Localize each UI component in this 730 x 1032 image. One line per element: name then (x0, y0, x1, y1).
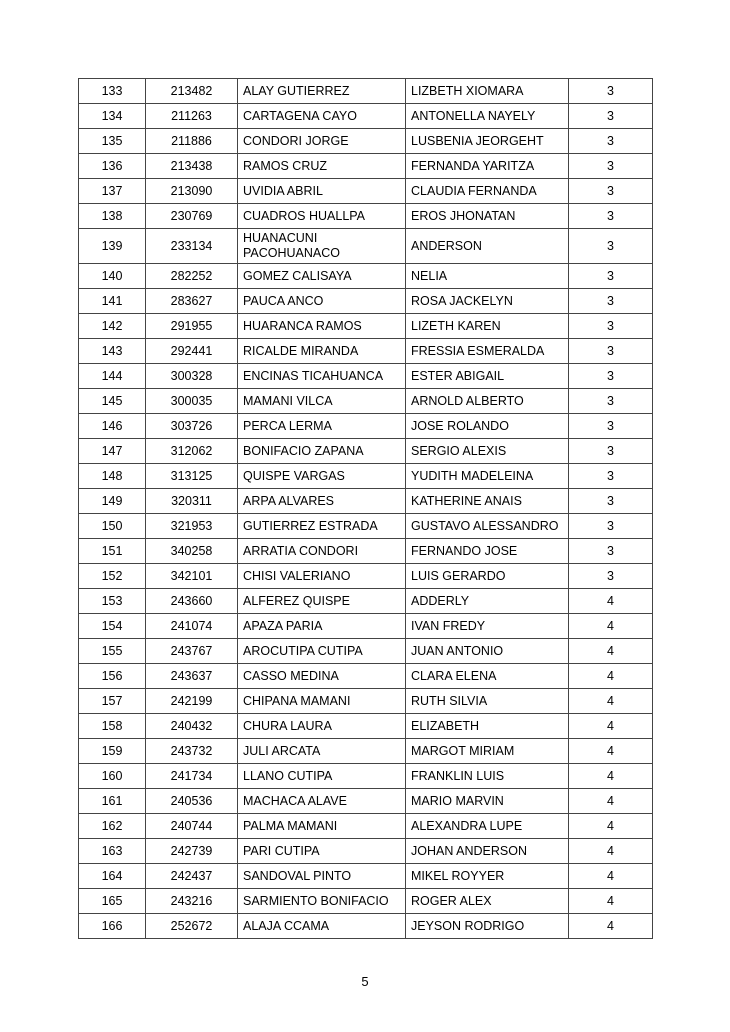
code-cell: 243216 (146, 889, 238, 914)
table-row (79, 864, 653, 889)
surname-cell: JULI ARCATA (238, 739, 406, 764)
row-number-cell: 141 (79, 289, 146, 314)
given-name-cell: FRESSIA ESMERALDA (406, 339, 569, 364)
table-row (79, 914, 653, 939)
grade-cell: 3 (569, 264, 653, 289)
table-row (79, 564, 653, 589)
row-number-cell: 154 (79, 614, 146, 639)
surname-cell: BONIFACIO ZAPANA (238, 439, 406, 464)
row-number-cell: 159 (79, 739, 146, 764)
grade-cell: 3 (569, 129, 653, 154)
row-number-cell: 150 (79, 514, 146, 539)
surname-cell: GOMEZ CALISAYA (238, 264, 406, 289)
row-number-cell: 146 (79, 414, 146, 439)
row-number-cell: 166 (79, 914, 146, 939)
row-number-cell: 149 (79, 489, 146, 514)
table-row (79, 289, 653, 314)
code-cell: 242437 (146, 864, 238, 889)
surname-cell: PERCA LERMA (238, 414, 406, 439)
surname-cell: ENCINAS TICAHUANCA (238, 364, 406, 389)
code-cell: 282252 (146, 264, 238, 289)
row-number-cell: 162 (79, 814, 146, 839)
grade-cell: 4 (569, 889, 653, 914)
grade-cell: 4 (569, 914, 653, 939)
row-number-cell: 155 (79, 639, 146, 664)
given-name-cell: MIKEL ROYYER (406, 864, 569, 889)
code-cell: 211263 (146, 104, 238, 129)
surname-cell: CARTAGENA CAYO (238, 104, 406, 129)
table-row (79, 229, 653, 264)
grade-cell: 4 (569, 864, 653, 889)
given-name-cell: EROS JHONATAN (406, 204, 569, 229)
surname-cell: LLANO CUTIPA (238, 764, 406, 789)
code-cell: 241734 (146, 764, 238, 789)
given-name-cell: JOHAN ANDERSON (406, 839, 569, 864)
code-cell: 291955 (146, 314, 238, 339)
row-number-cell: 133 (79, 79, 146, 104)
table-row (79, 889, 653, 914)
row-number-cell: 158 (79, 714, 146, 739)
surname-cell: SANDOVAL PINTO (238, 864, 406, 889)
surname-cell: PAUCA ANCO (238, 289, 406, 314)
row-number-cell: 165 (79, 889, 146, 914)
grade-cell: 3 (569, 204, 653, 229)
given-name-cell: LIZBETH XIOMARA (406, 79, 569, 104)
row-number-cell: 153 (79, 589, 146, 614)
surname-cell: CHURA LAURA (238, 714, 406, 739)
given-name-cell: ALEXANDRA LUPE (406, 814, 569, 839)
surname-cell: ALAJA CCAMA (238, 914, 406, 939)
grade-cell: 3 (569, 79, 653, 104)
surname-cell: MACHACA ALAVE (238, 789, 406, 814)
given-name-cell: FRANKLIN LUIS (406, 764, 569, 789)
row-number-cell: 134 (79, 104, 146, 129)
grade-cell: 4 (569, 764, 653, 789)
grade-cell: 4 (569, 714, 653, 739)
given-name-cell: FERNANDO JOSE (406, 539, 569, 564)
code-cell: 321953 (146, 514, 238, 539)
grade-cell: 3 (569, 439, 653, 464)
given-name-cell: LUSBENIA JEORGEHT (406, 129, 569, 154)
given-name-cell: ROSA JACKELYN (406, 289, 569, 314)
code-cell: 303726 (146, 414, 238, 439)
given-name-cell: FERNANDA YARITZA (406, 154, 569, 179)
table-row (79, 614, 653, 639)
surname-cell: CONDORI JORGE (238, 129, 406, 154)
grade-cell: 4 (569, 614, 653, 639)
surname-cell: RAMOS CRUZ (238, 154, 406, 179)
surname-cell: PARI CUTIPA (238, 839, 406, 864)
grade-cell: 3 (569, 389, 653, 414)
row-number-cell: 142 (79, 314, 146, 339)
given-name-cell: NELIA (406, 264, 569, 289)
code-cell: 240744 (146, 814, 238, 839)
table-row (79, 489, 653, 514)
given-name-cell: KATHERINE ANAIS (406, 489, 569, 514)
surname-cell: CHIPANA MAMANI (238, 689, 406, 714)
row-number-cell: 161 (79, 789, 146, 814)
code-cell: 243732 (146, 739, 238, 764)
table-row (79, 739, 653, 764)
table-row (79, 464, 653, 489)
given-name-cell: MARIO MARVIN (406, 789, 569, 814)
grade-cell: 3 (569, 179, 653, 204)
row-number-cell: 147 (79, 439, 146, 464)
code-cell: 213482 (146, 79, 238, 104)
grade-cell: 3 (569, 364, 653, 389)
surname-cell: CUADROS HUALLPA (238, 204, 406, 229)
grade-cell: 4 (569, 664, 653, 689)
code-cell: 230769 (146, 204, 238, 229)
code-cell: 320311 (146, 489, 238, 514)
table-row (79, 364, 653, 389)
grade-cell: 4 (569, 589, 653, 614)
surname-cell: ARRATIA CONDORI (238, 539, 406, 564)
row-number-cell: 135 (79, 129, 146, 154)
table-row (79, 689, 653, 714)
row-number-cell: 151 (79, 539, 146, 564)
grade-cell: 3 (569, 229, 653, 264)
given-name-cell: ROGER ALEX (406, 889, 569, 914)
grade-cell: 4 (569, 814, 653, 839)
surname-cell: AROCUTIPA CUTIPA (238, 639, 406, 664)
given-name-cell: IVAN FREDY (406, 614, 569, 639)
grade-cell: 4 (569, 739, 653, 764)
given-name-cell: ADDERLY (406, 589, 569, 614)
table-row (79, 539, 653, 564)
given-name-cell: YUDITH MADELEINA (406, 464, 569, 489)
surname-cell: CHISI VALERIANO (238, 564, 406, 589)
surname-cell: ALAY GUTIERREZ (238, 79, 406, 104)
grade-cell: 4 (569, 839, 653, 864)
given-name-cell: ARNOLD ALBERTO (406, 389, 569, 414)
row-number-cell: 140 (79, 264, 146, 289)
table-row (79, 789, 653, 814)
code-cell: 243767 (146, 639, 238, 664)
grade-cell: 3 (569, 514, 653, 539)
table-row (79, 414, 653, 439)
table-row (79, 339, 653, 364)
code-cell: 243660 (146, 589, 238, 614)
table-row (79, 514, 653, 539)
surname-cell: QUISPE VARGAS (238, 464, 406, 489)
given-name-cell: CLARA ELENA (406, 664, 569, 689)
given-name-cell: GUSTAVO ALESSANDRO (406, 514, 569, 539)
table-row (79, 764, 653, 789)
surname-cell: RICALDE MIRANDA (238, 339, 406, 364)
given-name-cell: RUTH SILVIA (406, 689, 569, 714)
row-number-cell: 157 (79, 689, 146, 714)
surname-cell: HUANACUNI PACOHUANACO (238, 229, 406, 264)
grade-cell: 3 (569, 289, 653, 314)
given-name-cell: ESTER ABIGAIL (406, 364, 569, 389)
table-row (79, 129, 653, 154)
grade-cell: 3 (569, 414, 653, 439)
code-cell: 340258 (146, 539, 238, 564)
row-number-cell: 160 (79, 764, 146, 789)
code-cell: 300328 (146, 364, 238, 389)
row-number-cell: 144 (79, 364, 146, 389)
grade-cell: 3 (569, 539, 653, 564)
surname-cell: PALMA MAMANI (238, 814, 406, 839)
grade-cell: 3 (569, 154, 653, 179)
row-number-cell: 156 (79, 664, 146, 689)
table-body (79, 79, 653, 939)
row-number-cell: 143 (79, 339, 146, 364)
code-cell: 292441 (146, 339, 238, 364)
table-row (79, 264, 653, 289)
grade-cell: 3 (569, 339, 653, 364)
given-name-cell: ANTONELLA NAYELY (406, 104, 569, 129)
code-cell: 243637 (146, 664, 238, 689)
students-table (78, 78, 653, 939)
grade-cell: 3 (569, 104, 653, 129)
row-number-cell: 145 (79, 389, 146, 414)
table-row (79, 589, 653, 614)
table-row (79, 314, 653, 339)
row-number-cell: 164 (79, 864, 146, 889)
row-number-cell: 148 (79, 464, 146, 489)
table-row (79, 389, 653, 414)
code-cell: 240536 (146, 789, 238, 814)
code-cell: 313125 (146, 464, 238, 489)
table-row (79, 439, 653, 464)
code-cell: 240432 (146, 714, 238, 739)
row-number-cell: 163 (79, 839, 146, 864)
given-name-cell: ANDERSON (406, 229, 569, 264)
grade-cell: 4 (569, 689, 653, 714)
given-name-cell: JEYSON RODRIGO (406, 914, 569, 939)
surname-cell: CASSO MEDINA (238, 664, 406, 689)
surname-cell: ARPA ALVARES (238, 489, 406, 514)
code-cell: 242199 (146, 689, 238, 714)
table-row (79, 639, 653, 664)
row-number-cell: 139 (79, 229, 146, 264)
table-row (79, 814, 653, 839)
given-name-cell: LUIS GERARDO (406, 564, 569, 589)
surname-cell: SARMIENTO BONIFACIO (238, 889, 406, 914)
code-cell: 233134 (146, 229, 238, 264)
row-number-cell: 136 (79, 154, 146, 179)
table-row (79, 154, 653, 179)
grade-cell: 3 (569, 464, 653, 489)
row-number-cell: 138 (79, 204, 146, 229)
code-cell: 241074 (146, 614, 238, 639)
surname-cell: UVIDIA ABRIL (238, 179, 406, 204)
code-cell: 312062 (146, 439, 238, 464)
given-name-cell: LIZETH KAREN (406, 314, 569, 339)
table-row (79, 79, 653, 104)
surname-cell: MAMANI VILCA (238, 389, 406, 414)
code-cell: 242739 (146, 839, 238, 864)
table-row (79, 714, 653, 739)
code-cell: 213090 (146, 179, 238, 204)
surname-cell: APAZA PARIA (238, 614, 406, 639)
grade-cell: 3 (569, 564, 653, 589)
given-name-cell: ELIZABETH (406, 714, 569, 739)
grade-cell: 4 (569, 639, 653, 664)
code-cell: 252672 (146, 914, 238, 939)
table-row (79, 104, 653, 129)
grade-cell: 3 (569, 314, 653, 339)
table-row (79, 179, 653, 204)
table-row (79, 664, 653, 689)
page-number: 5 (361, 974, 369, 989)
grade-cell: 4 (569, 789, 653, 814)
row-number-cell: 152 (79, 564, 146, 589)
given-name-cell: MARGOT MIRIAM (406, 739, 569, 764)
surname-cell: HUARANCA RAMOS (238, 314, 406, 339)
surname-cell: ALFEREZ QUISPE (238, 589, 406, 614)
code-cell: 211886 (146, 129, 238, 154)
surname-cell: GUTIERREZ ESTRADA (238, 514, 406, 539)
code-cell: 300035 (146, 389, 238, 414)
code-cell: 342101 (146, 564, 238, 589)
given-name-cell: JOSE ROLANDO (406, 414, 569, 439)
given-name-cell: JUAN ANTONIO (406, 639, 569, 664)
row-number-cell: 137 (79, 179, 146, 204)
given-name-cell: CLAUDIA FERNANDA (406, 179, 569, 204)
code-cell: 213438 (146, 154, 238, 179)
table-row (79, 204, 653, 229)
given-name-cell: SERGIO ALEXIS (406, 439, 569, 464)
table-row (79, 839, 653, 864)
code-cell: 283627 (146, 289, 238, 314)
grade-cell: 3 (569, 489, 653, 514)
